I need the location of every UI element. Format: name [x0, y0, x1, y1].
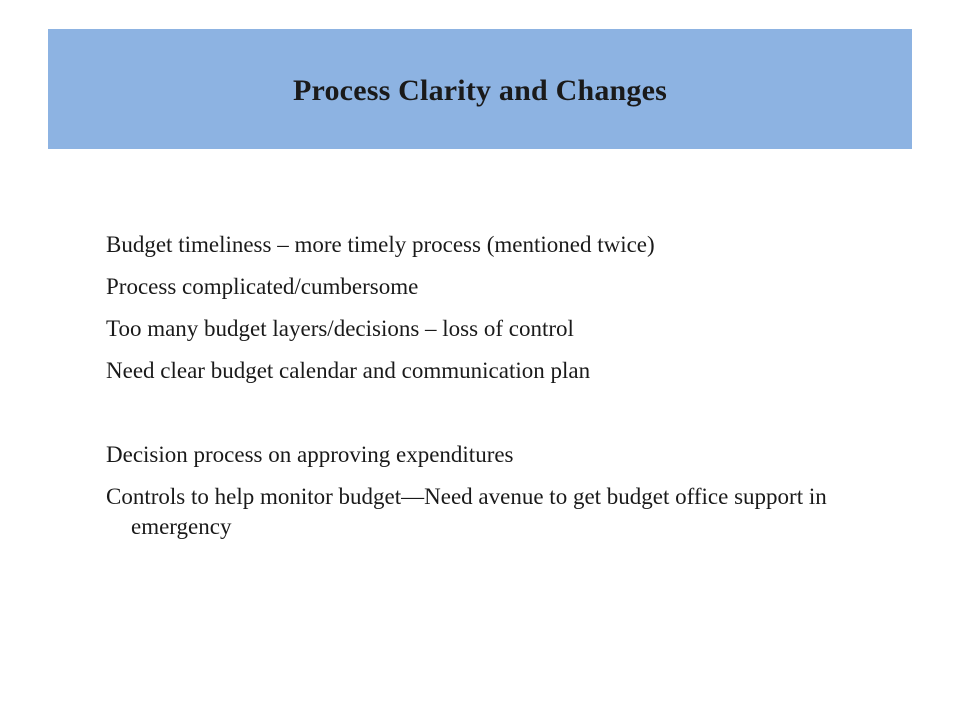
bullet-item: Process complicated/cumbersome: [106, 274, 419, 299]
bullet-item: Too many budget layers/decisions – loss of control: [106, 316, 574, 341]
slide-body: [106, 224, 906, 542]
bullet-item: Decision process on approving expenditures: [106, 442, 514, 467]
bullet-item: Budget timeliness – more timely process (mentioned twice): [106, 232, 655, 257]
slide-title: Process Clarity and Changes: [292, 74, 667, 107]
group-spacer: [106, 392, 906, 434]
bullet-item: Need clear budget calendar and communication plan: [106, 358, 591, 383]
bullet-item: Controls to help monitor budget—Need avenue to get budget office support in emergency: [106, 484, 827, 539]
title-band: [48, 29, 912, 149]
